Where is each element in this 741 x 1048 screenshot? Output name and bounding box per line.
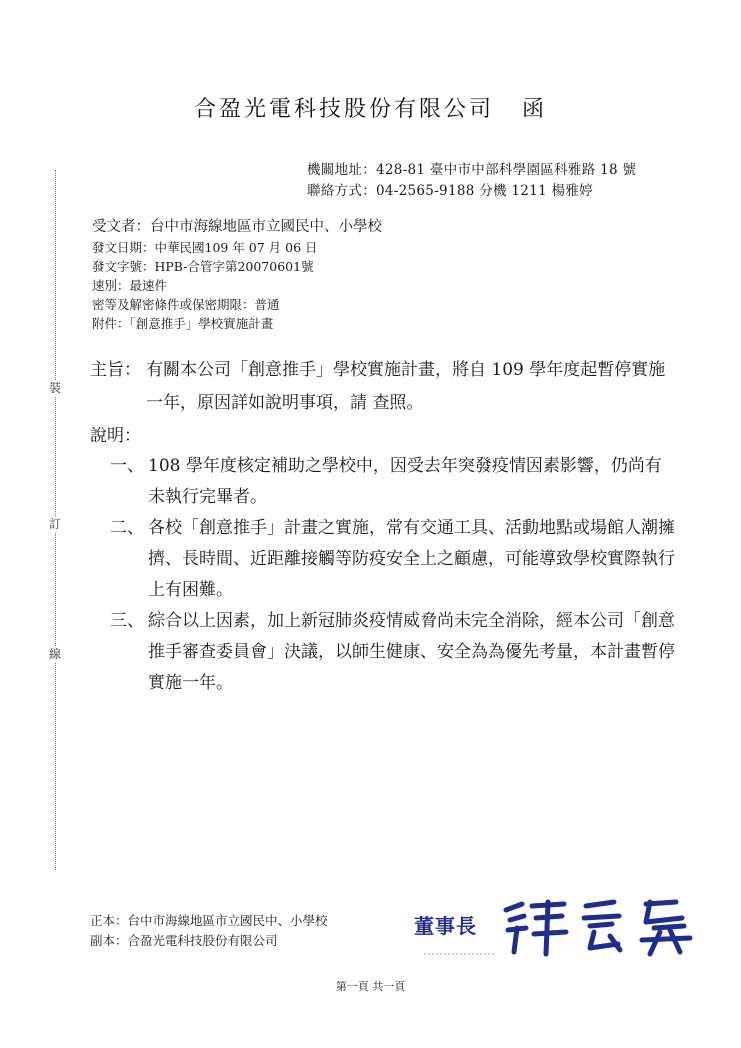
binding-char-zhuang: 裝: [48, 381, 61, 395]
issue-date: 發文日期：中華民國109 年 07 月 06 日: [92, 240, 318, 255]
document-number: 發文字號：HPB-合管字第20070601號: [92, 259, 314, 274]
item-text: 108 學年度核定補助之學校中，因受去年突發疫情因素影響，仍尚有未執行完畢者。: [148, 456, 662, 507]
page-footer: 第一頁 共一頁: [335, 980, 406, 993]
signature-seal: [414, 892, 704, 962]
company-name: 合盈光電科技股份有限公司: [193, 97, 494, 122]
list-item: [110, 513, 675, 606]
document-title: [0, 92, 741, 123]
item-number: 一、: [110, 456, 144, 476]
item-number: 三、: [110, 611, 144, 631]
chairman-title: 董事長: [414, 914, 477, 938]
attachment: 附件：「創意推手」學校實施計畫: [92, 316, 274, 331]
signature-image: [414, 892, 704, 962]
meta-block: [92, 216, 692, 333]
agency-address: 機關地址：428-81 臺中市中部科學園區科雅路 18 號: [307, 162, 637, 178]
description-label: 說明：: [90, 426, 141, 446]
binding-char-xian: 線: [48, 647, 61, 661]
item-text: 綜合以上因素，加上新冠肺炎疫情威脅尚未完全消除，經本公司「創意推手審查委員會」決議，以師生健康、安全為為優先考量，本計畫暫停實施一年。: [148, 611, 675, 693]
copies-block: [90, 911, 328, 951]
list-item: [110, 606, 675, 699]
recipient: 受文者：台中市海線地區市立國民中、小學校: [92, 219, 382, 235]
document-type: 函: [522, 97, 548, 122]
description-list: [110, 451, 675, 699]
subject-label: 主旨：: [90, 360, 141, 380]
contact-block: [307, 160, 727, 202]
subject-block: [90, 354, 670, 420]
security-level: 密等及解密條件或保密期限：普通: [92, 297, 280, 312]
urgency: 速別：最速件: [92, 278, 168, 293]
contact-info: 聯絡方式：04-2565-9188 分機 1211 楊雅婷: [307, 183, 593, 199]
subject-text: 有關本公司「創意推手」學校實施計畫，將自 109 學年度起暫停實施一年，原因詳如說明事項，請 查照。: [146, 360, 666, 413]
original-recipient: 正本：台中市海線地區市立國民中、小學校: [90, 913, 328, 928]
item-text: 各校「創意推手」計畫之實施，常有交通工具、活動地點或場館人潮擁擠、長時間、近距離接觸等防疫安全上之顧慮，可能導致學校實際執行上有困難。: [148, 518, 675, 600]
copy-recipient: 副本：合盈光電科技股份有限公司: [90, 933, 278, 948]
list-item: [110, 451, 675, 513]
item-number: 二、: [110, 518, 144, 538]
binding-char-ding: 訂: [48, 517, 61, 531]
